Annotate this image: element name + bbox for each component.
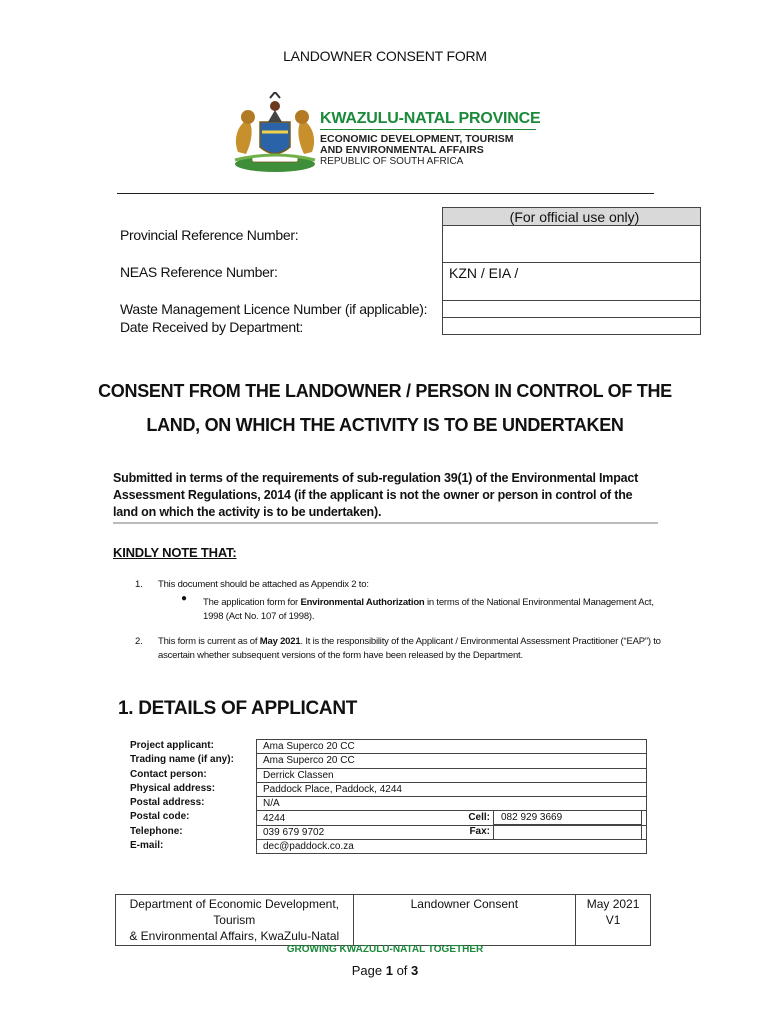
org-dept-line2: AND ENVIRONMENTAL AFFAIRS [320, 144, 484, 156]
applicant-value-field[interactable]: Paddock Place, Paddock, 4244 [257, 782, 647, 796]
footer-table [115, 894, 651, 946]
consent-heading-line2: LAND, ON WHICH THE ACTIVITY IS TO BE UNDERTAKEN [146, 415, 624, 435]
item2-text-bold: May 2021 [259, 636, 301, 647]
applicant-label: E-mail: [130, 840, 164, 852]
page-current: 1 [385, 963, 393, 978]
org-name: KWAZULU-NATAL PROVINCE [320, 110, 541, 127]
statement-rule [113, 522, 658, 524]
cell-fax-labels [462, 811, 490, 839]
org-department [320, 134, 514, 156]
page-of: of [392, 963, 412, 978]
footer-slogan: GROWING KWAZULU-NATAL TOGETHER [286, 944, 484, 955]
note-bullet-text [203, 596, 673, 624]
waste-licence-label: Waste Management Licence Number (if applicable): [120, 301, 428, 317]
applicant-value-field[interactable]: 039 679 9702 [257, 825, 647, 839]
cell-label: Cell: [468, 812, 490, 823]
applicant-value-field[interactable]: dec@paddock.co.za [257, 840, 647, 854]
consent-heading [0, 374, 770, 442]
note-item2-text [158, 635, 668, 663]
note-item2-number: 2. [135, 636, 143, 647]
page-number [0, 963, 770, 978]
applicant-label: Project applicant: [130, 740, 214, 751]
bullet-text-post: in terms of the National Environmental Management Act, 1998 (Act No. 107 of 1998). [203, 597, 654, 622]
consent-heading-line1: CONSENT FROM THE LANDOWNER / PERSON IN CONTROL OF THE [98, 381, 672, 401]
section-title: 1. DETAILS OF APPLICANT [118, 698, 358, 719]
applicant-value-field[interactable]: 4244 [257, 811, 647, 825]
note-title: KINDLY NOTE THAT: [113, 545, 237, 560]
separator-line [117, 193, 654, 194]
official-use-header: (For official use only) [443, 208, 701, 226]
note-item1-text: This document should be attached as Appendix 2 to: [158, 579, 369, 590]
waste-licence-field[interactable] [443, 301, 701, 318]
footer-department [116, 895, 354, 946]
applicant-value-field[interactable]: N/A [257, 797, 647, 811]
applicant-label: Physical address: [130, 782, 216, 794]
org-dept-line1: ECONOMIC DEVELOPMENT, TOURISM [320, 133, 514, 145]
cell-field[interactable]: 082 929 3669 [494, 811, 642, 825]
bullet-text-bold: Environmental Authorization [300, 597, 425, 608]
applicant-value-field[interactable]: Ama Superco 20 CC [257, 740, 647, 754]
footer-version-cell [576, 895, 651, 946]
cell-fax-table [493, 810, 642, 840]
page-prefix: Page [351, 963, 386, 978]
applicant-label: Telephone: [130, 825, 183, 837]
date-received-label: Date Received by Department: [120, 319, 304, 335]
page-total: 3 [411, 963, 419, 978]
bullet-text-pre: The application form for [203, 597, 301, 608]
applicant-value-field[interactable]: Derrick Classen [257, 768, 647, 782]
fax-field[interactable] [494, 825, 642, 839]
applicant-value-field[interactable]: Ama Superco 20 CC [257, 754, 647, 768]
item2-text-post: . It is the responsibility of the Applicant / Environmental Assessment Practitioner (“EAP”) to ascertain whether subsequent versions of the form have been released by the Department. [158, 636, 661, 661]
applicant-labels [130, 739, 234, 853]
date-received-field[interactable] [443, 318, 701, 335]
footer-dept-line1: Department of Economic Development, Tourism [129, 897, 339, 927]
applicant-label: Contact person: [130, 768, 207, 780]
official-use-table [442, 207, 701, 335]
applicant-label: Postal code: [130, 811, 190, 823]
submitted-statement: Submitted in terms of the requirements of sub-regulation 39(1) of the Environmental Impact Assessment Regulations, 2014 (if the applicant is not the owner or person in control of the land on which the activity is to be undertaken). [113, 471, 639, 519]
fax-label: Fax: [469, 826, 490, 837]
applicant-label: Trading name (if any): [130, 754, 234, 766]
org-republic: REPUBLIC OF SOUTH AFRICA [320, 156, 464, 167]
bullet-icon: ● [181, 593, 188, 604]
applicant-label: Postal address: [130, 797, 205, 809]
footer-document-name: Landowner Consent [353, 895, 576, 946]
footer-date: May 2021 [586, 897, 640, 911]
footer-dept-line2: & Environmental Affairs, KwaZulu-Natal [129, 929, 340, 943]
org-rule [320, 129, 536, 130]
coat-of-arms-icon [230, 92, 320, 174]
provincial-ref-field[interactable] [443, 226, 701, 263]
provincial-ref-label: Provincial Reference Number: [120, 227, 299, 243]
document-title: LANDOWNER CONSENT FORM [283, 48, 487, 64]
item2-text-pre: This form is current as of [158, 636, 260, 647]
neas-ref-field[interactable]: KZN / EIA / [443, 263, 701, 301]
footer-version: V1 [605, 913, 621, 927]
note-item1-number: 1. [135, 579, 143, 590]
neas-ref-label: NEAS Reference Number: [120, 264, 278, 280]
